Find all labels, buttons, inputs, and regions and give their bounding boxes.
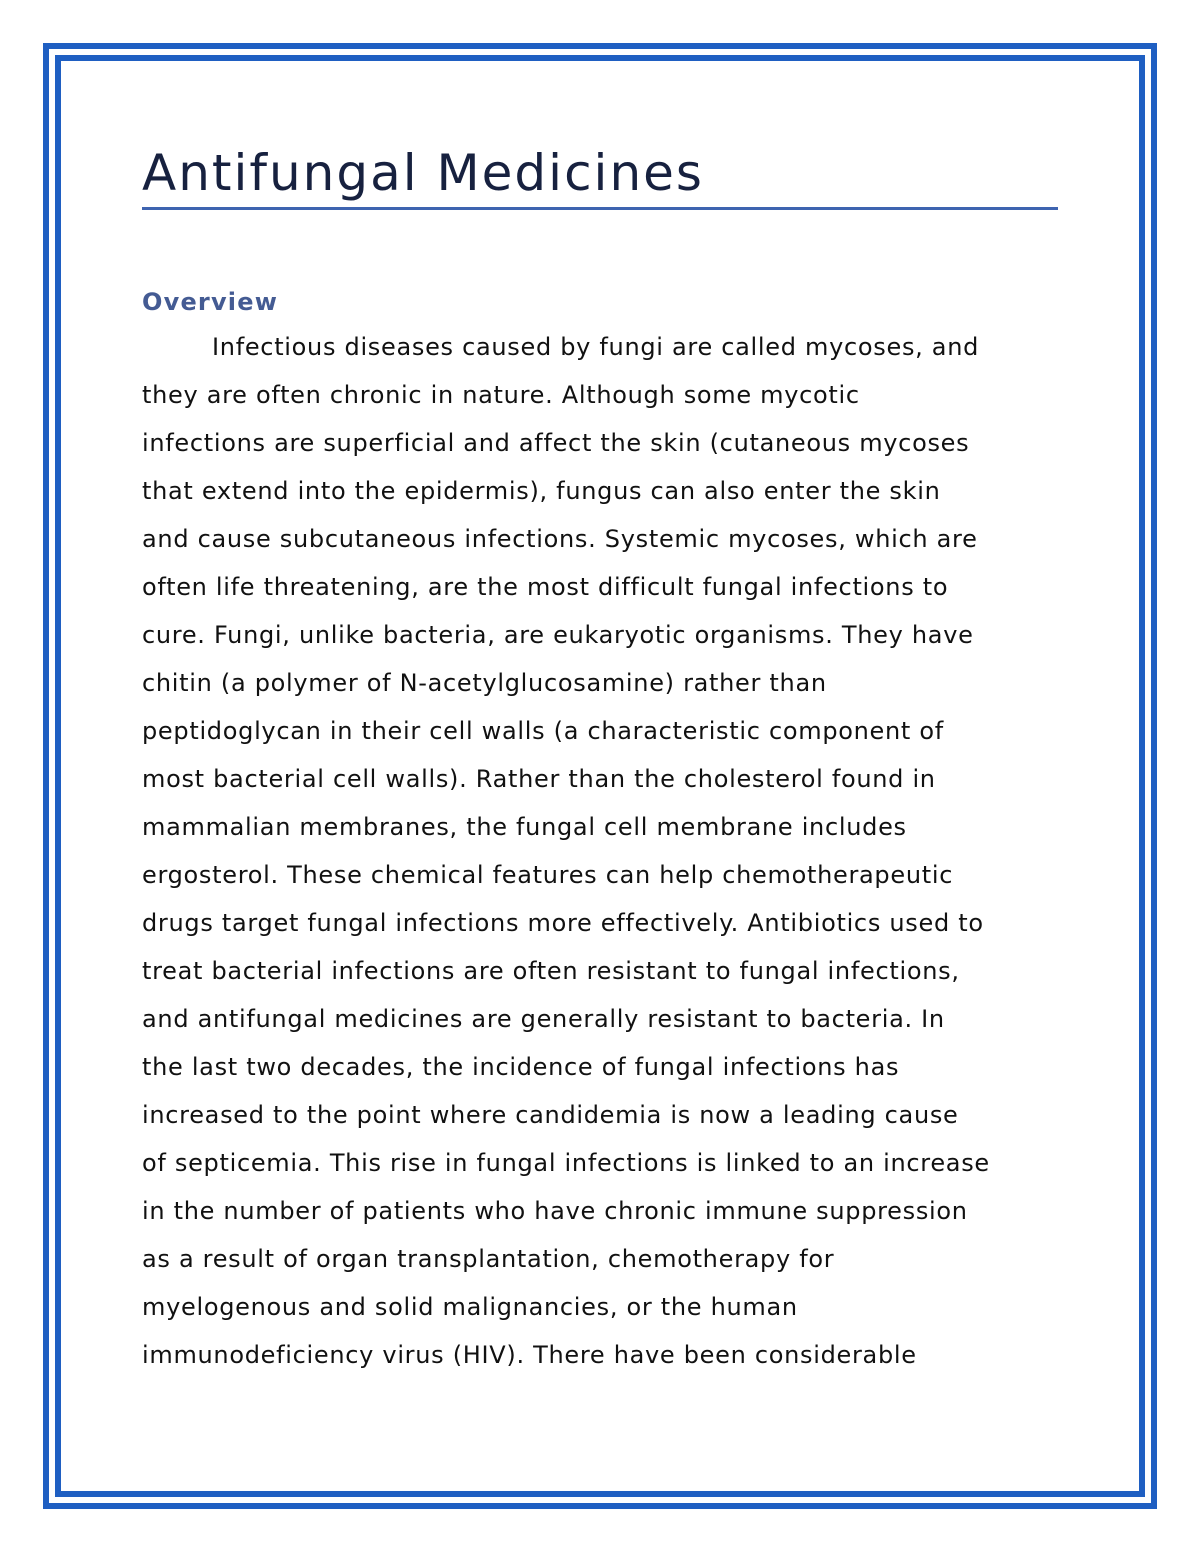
paragraph-line: that extend into the epidermis), fungus can also enter the skin — [142, 477, 941, 505]
paragraph-line: infections are superficial and affect the skin (cutaneous mycoses — [142, 429, 970, 457]
paragraph-line: and cause subcutaneous infections. Systemic mycoses, which are — [142, 525, 978, 553]
paragraph-line: increased to the point where candidemia is now a leading cause — [142, 1101, 959, 1129]
paragraph-line: they are often chronic in nature. Although some mycotic — [142, 381, 860, 409]
document-content — [142, 140, 1062, 1379]
title-underline — [142, 207, 1058, 210]
paragraph-line: the last two decades, the incidence of fungal infections has — [142, 1053, 900, 1081]
paragraph-line: often life threatening, are the most difficult fungal infections to — [142, 573, 949, 601]
paragraph-line: and antifungal medicines are generally resistant to bacteria. In — [142, 1005, 945, 1033]
document-title: Antifungal Medicines — [142, 144, 704, 202]
overview-paragraph — [142, 323, 1072, 1379]
paragraph-line: drugs target fungal infections more effectively. Antibiotics used to — [142, 909, 984, 937]
paragraph-line: as a result of organ transplantation, chemotherapy for — [142, 1245, 835, 1273]
paragraph-line: cure. Fungi, unlike bacteria, are eukaryotic organisms. They have — [142, 621, 974, 649]
paragraph-line: of septicemia. This rise in fungal infections is linked to an increase — [142, 1149, 990, 1177]
paragraph-line: ergosterol. These chemical features can help chemotherapeutic — [142, 861, 954, 889]
paragraph-line: mammalian membranes, the fungal cell membrane includes — [142, 813, 907, 841]
paragraph-line: myelogenous and solid malignancies, or the human — [142, 1293, 798, 1321]
paragraph-line: most bacterial cell walls). Rather than the cholesterol found in — [142, 765, 936, 793]
paragraph-line: chitin (a polymer of N-acetylglucosamine) rather than — [142, 669, 827, 697]
section-heading-overview: Overview — [142, 288, 279, 316]
paragraph-line: immunodeficiency virus (HIV). There have been considerable — [142, 1341, 917, 1369]
paragraph-line: treat bacterial infections are often resistant to fungal infections, — [142, 957, 960, 985]
paragraph-line: peptidoglycan in their cell walls (a characteristic component of — [142, 717, 944, 745]
paragraph-line: in the number of patients who have chronic immune suppression — [142, 1197, 968, 1225]
paragraph-line: Infectious diseases caused by fungi are called mycoses, and — [212, 333, 980, 361]
